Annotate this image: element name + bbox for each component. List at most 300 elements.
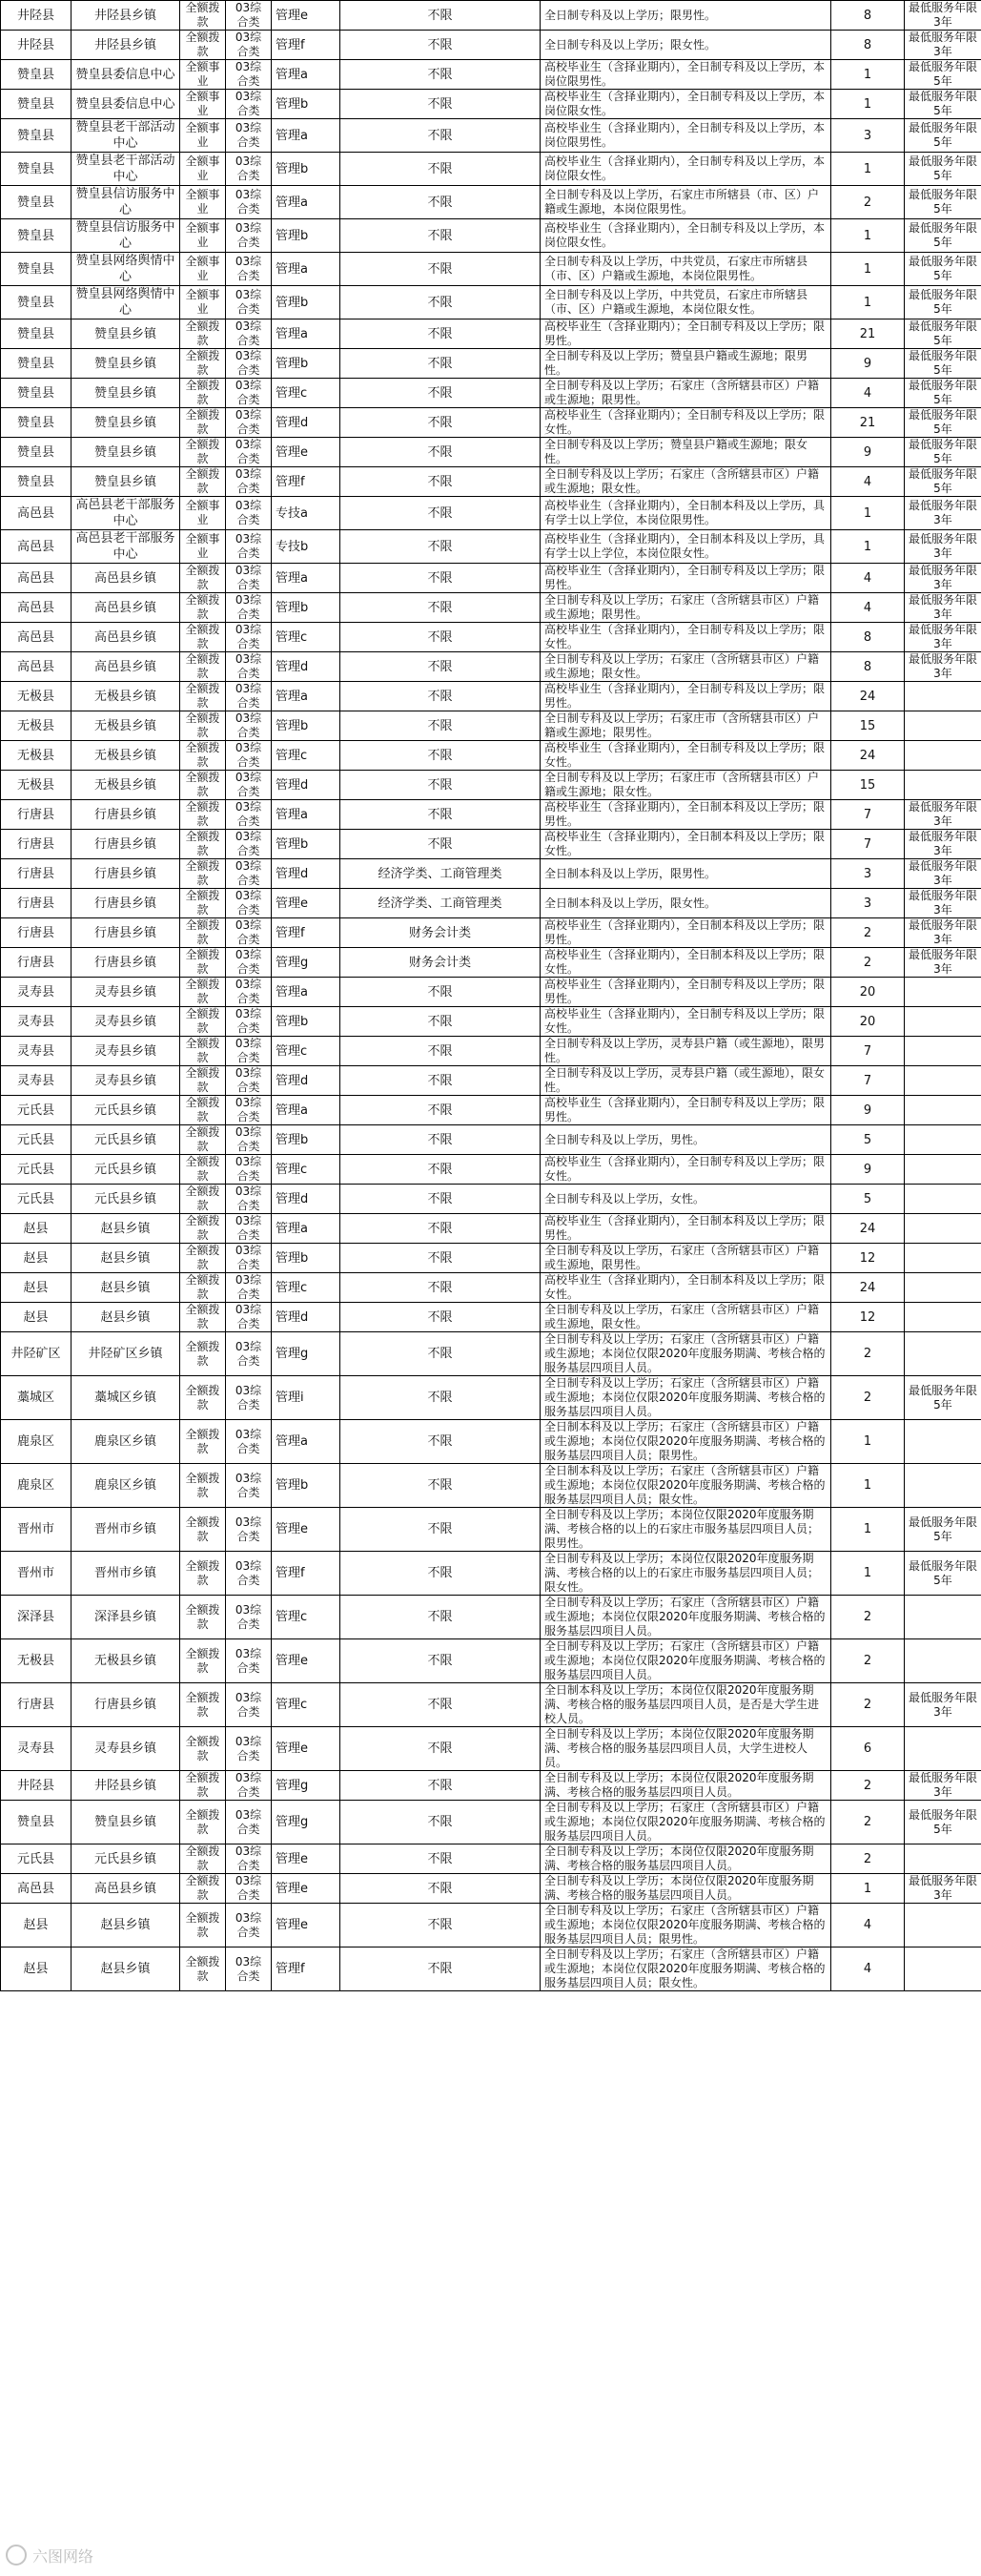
unit-cell: 元氏县乡镇 <box>72 1185 180 1214</box>
conditions-cell: 高校毕业生（含择业期内）；全日制专科及以上学历；限男性。 <box>541 319 831 349</box>
conditions-cell: 全日制本科及以上学历；本岗位仅限2020年度服务期满、考核合格的服务基层四项目人员，是否是大学生进校人员。 <box>541 1683 831 1727</box>
headcount-cell: 7 <box>831 1066 905 1096</box>
conditions-cell: 全日制本科及以上学历；石家庄（含所辖县市区）户籍或生源地；本岗位仅限2020年度服务期满、考核合格的服务基层四项目人员；限女性。 <box>541 1464 831 1508</box>
note-cell: 最低服务年限5年 <box>905 1508 981 1552</box>
conditions-cell: 全日制专科及以上学历；石家庄市（含所辖县市区）户籍或生源地；限男性。 <box>541 711 831 741</box>
conditions-cell: 全日制专科及以上学历；石家庄（含所辖县市区）户籍或生源地；本岗位仅限2020年度服务期满、考核合格的服务基层四项目人员。 <box>541 1801 831 1844</box>
note-cell: 最低服务年限3年 <box>905 497 981 530</box>
note-cell <box>905 1332 981 1376</box>
table-row <box>1 1303 981 1332</box>
headcount-cell: 12 <box>831 1303 905 1332</box>
note-cell <box>905 1464 981 1508</box>
unit-cell: 赵县乡镇 <box>72 1904 180 1947</box>
note-cell: 最低服务年限3年 <box>905 1874 981 1904</box>
note-cell: 最低服务年限5年 <box>905 90 981 119</box>
conditions-cell: 高校毕业生（含择业期内），全日制本科及以上学历；限女性。 <box>541 948 831 978</box>
table-row <box>1 1552 981 1596</box>
county-cell: 赞皇县 <box>1 186 72 219</box>
major-cell: 不限 <box>340 1214 541 1244</box>
major-cell: 不限 <box>340 60 541 90</box>
county-cell: 鹿泉区 <box>1 1420 72 1464</box>
county-cell: 元氏县 <box>1 1155 72 1185</box>
note-cell: 最低服务年限5年 <box>905 119 981 153</box>
category-cell: 03综合类 <box>226 219 272 253</box>
funding-type-cell: 全额拨款 <box>180 467 226 497</box>
county-cell: 行唐县 <box>1 918 72 948</box>
position-cell: 专技a <box>272 497 340 530</box>
funding-type-cell: 全额拨款 <box>180 918 226 948</box>
major-cell: 不限 <box>340 1420 541 1464</box>
unit-cell: 元氏县乡镇 <box>72 1155 180 1185</box>
unit-cell: 赞皇县老干部活动中心 <box>72 153 180 186</box>
funding-type-cell: 全额拨款 <box>180 1066 226 1096</box>
position-cell: 管理d <box>272 1185 340 1214</box>
major-cell: 不限 <box>340 253 541 286</box>
conditions-cell: 全日制专科及以上学历；石家庄（含所辖县市区）户籍或生源地；限男性。 <box>541 379 831 408</box>
conditions-cell: 全日制专科及以上学历；限女性。 <box>541 31 831 60</box>
note-cell: 最低服务年限5年 <box>905 319 981 349</box>
unit-cell: 灵寿县乡镇 <box>72 1037 180 1066</box>
unit-cell: 无极县乡镇 <box>72 682 180 711</box>
unit-cell: 行唐县乡镇 <box>72 889 180 918</box>
county-cell: 赞皇县 <box>1 119 72 153</box>
major-cell: 不限 <box>340 1185 541 1214</box>
note-cell: 最低服务年限5年 <box>905 467 981 497</box>
note-cell: 最低服务年限5年 <box>905 186 981 219</box>
category-cell: 03综合类 <box>226 253 272 286</box>
unit-cell: 井陉县乡镇 <box>72 1771 180 1801</box>
note-cell <box>905 771 981 800</box>
category-cell: 03综合类 <box>226 1096 272 1125</box>
unit-cell: 赞皇县老干部活动中心 <box>72 119 180 153</box>
funding-type-cell: 全额事业 <box>180 286 226 319</box>
position-cell: 管理a <box>272 119 340 153</box>
unit-cell: 高邑县乡镇 <box>72 623 180 652</box>
table-row <box>1 1155 981 1185</box>
county-cell: 赞皇县 <box>1 153 72 186</box>
category-cell: 03综合类 <box>226 408 272 438</box>
funding-type-cell: 全额拨款 <box>180 593 226 623</box>
major-cell: 不限 <box>340 1801 541 1844</box>
county-cell: 鹿泉区 <box>1 1464 72 1508</box>
major-cell: 不限 <box>340 1844 541 1874</box>
headcount-cell: 1 <box>831 1874 905 1904</box>
position-cell: 管理d <box>272 1066 340 1096</box>
table-row <box>1 467 981 497</box>
category-cell: 03综合类 <box>226 889 272 918</box>
funding-type-cell: 全额拨款 <box>180 1007 226 1037</box>
major-cell: 不限 <box>340 286 541 319</box>
unit-cell: 井陉矿区乡镇 <box>72 1332 180 1376</box>
county-cell: 行唐县 <box>1 889 72 918</box>
county-cell: 高邑县 <box>1 497 72 530</box>
table-row <box>1 1332 981 1376</box>
county-cell: 赞皇县 <box>1 319 72 349</box>
unit-cell: 元氏县乡镇 <box>72 1844 180 1874</box>
category-cell: 03综合类 <box>226 1771 272 1801</box>
table-row <box>1 379 981 408</box>
major-cell: 不限 <box>340 1 541 31</box>
funding-type-cell: 全额拨款 <box>180 1125 226 1155</box>
conditions-cell: 全日制专科及以上学历；本岗位仅限2020年度服务期满、考核合格的服务基层四项目人员。 <box>541 1874 831 1904</box>
category-cell: 03综合类 <box>226 593 272 623</box>
county-cell: 元氏县 <box>1 1185 72 1214</box>
headcount-cell: 24 <box>831 741 905 771</box>
headcount-cell: 9 <box>831 1096 905 1125</box>
category-cell: 03综合类 <box>226 1801 272 1844</box>
headcount-cell: 3 <box>831 119 905 153</box>
headcount-cell: 9 <box>831 349 905 379</box>
major-cell: 经济学类、工商管理类 <box>340 889 541 918</box>
note-cell: 最低服务年限5年 <box>905 408 981 438</box>
position-cell: 管理g <box>272 948 340 978</box>
table-row <box>1 219 981 253</box>
table-row <box>1 741 981 771</box>
headcount-cell: 1 <box>831 90 905 119</box>
headcount-cell: 20 <box>831 1007 905 1037</box>
major-cell: 不限 <box>340 652 541 682</box>
table-row <box>1 652 981 682</box>
category-cell: 03综合类 <box>226 1007 272 1037</box>
position-cell: 管理a <box>272 253 340 286</box>
category-cell: 03综合类 <box>226 800 272 830</box>
headcount-cell: 7 <box>831 830 905 859</box>
conditions-cell: 高校毕业生（含择业期内），全日制专科及以上学历；限女性。 <box>541 623 831 652</box>
category-cell: 03综合类 <box>226 1947 272 1991</box>
major-cell: 不限 <box>340 1596 541 1639</box>
funding-type-cell: 全额拨款 <box>180 771 226 800</box>
unit-cell: 赵县乡镇 <box>72 1273 180 1303</box>
note-cell <box>905 1596 981 1639</box>
headcount-cell: 1 <box>831 219 905 253</box>
note-cell: 最低服务年限5年 <box>905 438 981 467</box>
major-cell: 不限 <box>340 1155 541 1185</box>
major-cell: 不限 <box>340 1037 541 1066</box>
major-cell: 不限 <box>340 497 541 530</box>
headcount-cell: 21 <box>831 408 905 438</box>
note-cell: 最低服务年限3年 <box>905 652 981 682</box>
funding-type-cell: 全额拨款 <box>180 948 226 978</box>
county-cell: 元氏县 <box>1 1096 72 1125</box>
major-cell: 不限 <box>340 1007 541 1037</box>
conditions-cell: 全日制专科及以上学历，男性。 <box>541 1125 831 1155</box>
county-cell: 井陉县 <box>1 1771 72 1801</box>
unit-cell: 深泽县乡镇 <box>72 1596 180 1639</box>
note-cell <box>905 1420 981 1464</box>
funding-type-cell: 全额拨款 <box>180 1037 226 1066</box>
table-row <box>1 253 981 286</box>
unit-cell: 赞皇县委信息中心 <box>72 90 180 119</box>
funding-type-cell: 全额拨款 <box>180 1155 226 1185</box>
table-row <box>1 1185 981 1214</box>
category-cell: 03综合类 <box>226 1552 272 1596</box>
category-cell: 03综合类 <box>226 1844 272 1874</box>
position-cell: 管理d <box>272 1303 340 1332</box>
headcount-cell: 4 <box>831 593 905 623</box>
note-cell: 最低服务年限5年 <box>905 379 981 408</box>
major-cell: 不限 <box>340 1096 541 1125</box>
funding-type-cell: 全额拨款 <box>180 1185 226 1214</box>
table-row <box>1 438 981 467</box>
table-row <box>1 1376 981 1420</box>
county-cell: 无极县 <box>1 711 72 741</box>
headcount-cell: 2 <box>831 1639 905 1683</box>
position-cell: 管理b <box>272 1244 340 1273</box>
note-cell: 最低服务年限5年 <box>905 153 981 186</box>
funding-type-cell: 全额拨款 <box>180 800 226 830</box>
table-row <box>1 1947 981 1991</box>
table-row <box>1 60 981 90</box>
note-cell: 最低服务年限3年 <box>905 31 981 60</box>
conditions-cell: 全日制专科及以上学历；石家庄（含所辖县市区）户籍或生源地；本岗位仅限2020年度服务期满、考核合格的服务基层四项目人员；限男性。 <box>541 1904 831 1947</box>
category-cell: 03综合类 <box>226 1155 272 1185</box>
category-cell: 03综合类 <box>226 948 272 978</box>
county-cell: 无极县 <box>1 1639 72 1683</box>
unit-cell: 赞皇县乡镇 <box>72 438 180 467</box>
county-cell: 赞皇县 <box>1 408 72 438</box>
table-row <box>1 1639 981 1683</box>
table-row <box>1 349 981 379</box>
table-row <box>1 1007 981 1037</box>
table-row <box>1 186 981 219</box>
position-cell: 管理d <box>272 771 340 800</box>
headcount-cell: 1 <box>831 1464 905 1508</box>
funding-type-cell: 全额拨款 <box>180 1508 226 1552</box>
conditions-cell: 全日制专科及以上学历；赞皇县户籍或生源地；限男性。 <box>541 349 831 379</box>
major-cell: 不限 <box>340 830 541 859</box>
conditions-cell: 高校毕业生（含择业期内），全日制专科及以上学历，本岗位限男性。 <box>541 119 831 153</box>
note-cell <box>905 1303 981 1332</box>
table-row <box>1 1037 981 1066</box>
funding-type-cell: 全额拨款 <box>180 1639 226 1683</box>
headcount-cell: 2 <box>831 918 905 948</box>
funding-type-cell: 全额拨款 <box>180 1096 226 1125</box>
headcount-cell: 4 <box>831 1947 905 1991</box>
county-cell: 井陉县 <box>1 31 72 60</box>
funding-type-cell: 全额拨款 <box>180 1844 226 1874</box>
unit-cell: 赵县乡镇 <box>72 1303 180 1332</box>
county-cell: 高邑县 <box>1 623 72 652</box>
major-cell: 不限 <box>340 978 541 1007</box>
county-cell: 灵寿县 <box>1 1066 72 1096</box>
funding-type-cell: 全额拨款 <box>180 1904 226 1947</box>
unit-cell: 赵县乡镇 <box>72 1947 180 1991</box>
headcount-cell: 2 <box>831 1771 905 1801</box>
major-cell: 不限 <box>340 31 541 60</box>
position-cell: 管理e <box>272 438 340 467</box>
headcount-cell: 2 <box>831 1332 905 1376</box>
unit-cell: 高邑县乡镇 <box>72 1874 180 1904</box>
table-row <box>1 1844 981 1874</box>
county-cell: 高邑县 <box>1 564 72 593</box>
position-cell: 管理b <box>272 1007 340 1037</box>
funding-type-cell: 全额拨款 <box>180 1214 226 1244</box>
note-cell <box>905 1096 981 1125</box>
headcount-cell: 21 <box>831 319 905 349</box>
position-cell: 管理b <box>272 1125 340 1155</box>
conditions-cell: 全日制本科及以上学历；石家庄（含所辖县市区）户籍或生源地；本岗位仅限2020年度服务期满、考核合格的服务基层四项目人员；限男性。 <box>541 1420 831 1464</box>
county-cell: 晋州市 <box>1 1552 72 1596</box>
funding-type-cell: 全额拨款 <box>180 1874 226 1904</box>
position-cell: 管理g <box>272 1801 340 1844</box>
note-cell <box>905 1185 981 1214</box>
headcount-cell: 2 <box>831 948 905 978</box>
category-cell: 03综合类 <box>226 1683 272 1727</box>
category-cell: 03综合类 <box>226 530 272 564</box>
funding-type-cell: 全额拨款 <box>180 859 226 889</box>
major-cell: 不限 <box>340 119 541 153</box>
county-cell: 无极县 <box>1 771 72 800</box>
funding-type-cell: 全额拨款 <box>180 830 226 859</box>
unit-cell: 赵县乡镇 <box>72 1214 180 1244</box>
watermark-logo-icon <box>6 2545 27 2566</box>
position-cell: 管理c <box>272 623 340 652</box>
category-cell: 03综合类 <box>226 918 272 948</box>
major-cell: 不限 <box>340 153 541 186</box>
position-cell: 管理c <box>272 379 340 408</box>
conditions-cell: 全日制专科及以上学历；石家庄（含所辖县市区）户籍或生源地；本岗位仅限2020年度服务期满、考核合格的服务基层四项目人员；限女性。 <box>541 1947 831 1991</box>
position-cell: 管理a <box>272 1214 340 1244</box>
category-cell: 03综合类 <box>226 771 272 800</box>
position-cell: 管理d <box>272 652 340 682</box>
category-cell: 03综合类 <box>226 186 272 219</box>
headcount-cell: 8 <box>831 1 905 31</box>
funding-type-cell: 全额事业 <box>180 219 226 253</box>
county-cell: 高邑县 <box>1 593 72 623</box>
conditions-cell: 全日制专科及以上学历，石家庄市所辖县（市、区）户籍或生源地，本岗位限男性。 <box>541 186 831 219</box>
funding-type-cell: 全额拨款 <box>180 682 226 711</box>
category-cell: 03综合类 <box>226 741 272 771</box>
position-cell: 管理g <box>272 1332 340 1376</box>
position-cell: 管理g <box>272 1771 340 1801</box>
county-cell: 灵寿县 <box>1 1007 72 1037</box>
table-row <box>1 1125 981 1155</box>
headcount-cell: 15 <box>831 711 905 741</box>
major-cell: 不限 <box>340 408 541 438</box>
unit-cell: 元氏县乡镇 <box>72 1096 180 1125</box>
major-cell: 经济学类、工商管理类 <box>340 859 541 889</box>
county-cell: 赵县 <box>1 1904 72 1947</box>
category-cell: 03综合类 <box>226 1125 272 1155</box>
county-cell: 赞皇县 <box>1 467 72 497</box>
headcount-cell: 2 <box>831 1596 905 1639</box>
county-cell: 赞皇县 <box>1 60 72 90</box>
conditions-cell: 全日制专科及以上学历；限男性。 <box>541 1 831 31</box>
funding-type-cell: 全额拨款 <box>180 1801 226 1844</box>
category-cell: 03综合类 <box>226 1874 272 1904</box>
position-cell: 管理f <box>272 1552 340 1596</box>
note-cell: 最低服务年限3年 <box>905 593 981 623</box>
note-cell: 最低服务年限5年 <box>905 60 981 90</box>
county-cell: 无极县 <box>1 682 72 711</box>
conditions-cell: 全日制专科及以上学历，石家庄（含所辖县市区）户籍或生源地，限男性。 <box>541 1244 831 1273</box>
position-cell: 管理e <box>272 1639 340 1683</box>
category-cell: 03综合类 <box>226 1727 272 1771</box>
table-row <box>1 90 981 119</box>
category-cell: 03综合类 <box>226 1332 272 1376</box>
headcount-cell: 2 <box>831 1376 905 1420</box>
headcount-cell: 1 <box>831 1508 905 1552</box>
major-cell: 不限 <box>340 1464 541 1508</box>
county-cell: 深泽县 <box>1 1596 72 1639</box>
note-cell: 最低服务年限3年 <box>905 1683 981 1727</box>
note-cell: 最低服务年限3年 <box>905 530 981 564</box>
major-cell: 不限 <box>340 319 541 349</box>
conditions-cell: 高校毕业生（含择业期内），全日制专科及以上学历；限男性。 <box>541 564 831 593</box>
funding-type-cell: 全额拨款 <box>180 1552 226 1596</box>
headcount-cell: 15 <box>831 771 905 800</box>
conditions-cell: 高校毕业生（含择业期内），全日制本科及以上学历，具有学士以上学位，本岗位限男性。 <box>541 497 831 530</box>
county-cell: 行唐县 <box>1 1683 72 1727</box>
major-cell: 不限 <box>340 349 541 379</box>
table-row <box>1 830 981 859</box>
table-row <box>1 1464 981 1508</box>
funding-type-cell: 全额拨款 <box>180 1303 226 1332</box>
funding-type-cell: 全额拨款 <box>180 379 226 408</box>
note-cell: 最低服务年限5年 <box>905 1552 981 1596</box>
position-cell: 管理b <box>272 349 340 379</box>
conditions-cell: 高校毕业生（含择业期内），全日制专科及以上学历；限男性。 <box>541 1096 831 1125</box>
headcount-cell: 2 <box>831 1801 905 1844</box>
note-cell <box>905 1066 981 1096</box>
table-row <box>1 978 981 1007</box>
unit-cell: 高邑县乡镇 <box>72 593 180 623</box>
major-cell: 不限 <box>340 623 541 652</box>
note-cell <box>905 711 981 741</box>
unit-cell: 赞皇县乡镇 <box>72 379 180 408</box>
unit-cell: 晋州市乡镇 <box>72 1508 180 1552</box>
county-cell: 赵县 <box>1 1303 72 1332</box>
funding-type-cell: 全额事业 <box>180 497 226 530</box>
major-cell: 不限 <box>340 186 541 219</box>
funding-type-cell: 全额拨款 <box>180 1376 226 1420</box>
unit-cell: 无极县乡镇 <box>72 1639 180 1683</box>
conditions-cell: 全日制专科及以上学历；本岗位仅限2020年度服务期满、考核合格的以上的石家庄市服务基层四项目人员；限男性。 <box>541 1508 831 1552</box>
unit-cell: 赞皇县信访服务中心 <box>72 219 180 253</box>
category-cell: 03综合类 <box>226 438 272 467</box>
major-cell: 不限 <box>340 1376 541 1420</box>
major-cell: 不限 <box>340 711 541 741</box>
funding-type-cell: 全额拨款 <box>180 1947 226 1991</box>
category-cell: 03综合类 <box>226 1273 272 1303</box>
table-row <box>1 1096 981 1125</box>
county-cell: 高邑县 <box>1 1874 72 1904</box>
table-row <box>1 593 981 623</box>
table-row <box>1 1066 981 1096</box>
headcount-cell: 1 <box>831 253 905 286</box>
note-cell <box>905 1037 981 1066</box>
major-cell: 不限 <box>340 1727 541 1771</box>
county-cell: 赵县 <box>1 1273 72 1303</box>
note-cell: 最低服务年限3年 <box>905 564 981 593</box>
position-cell: 管理d <box>272 859 340 889</box>
watermark <box>6 2545 93 2566</box>
conditions-cell: 高校毕业生（含择业期内），全日制专科及以上学历，本岗位限女性。 <box>541 153 831 186</box>
major-cell: 不限 <box>340 1332 541 1376</box>
table-row <box>1 286 981 319</box>
unit-cell: 赞皇县乡镇 <box>72 1801 180 1844</box>
position-cell: 管理f <box>272 918 340 948</box>
headcount-cell: 4 <box>831 1904 905 1947</box>
table-row <box>1 1771 981 1801</box>
category-cell: 03综合类 <box>226 119 272 153</box>
headcount-cell: 4 <box>831 564 905 593</box>
conditions-cell: 高校毕业生（含择业期内），全日制专科及以上学历；限女性。 <box>541 1007 831 1037</box>
headcount-cell: 3 <box>831 889 905 918</box>
note-cell: 最低服务年限3年 <box>905 859 981 889</box>
category-cell: 03综合类 <box>226 90 272 119</box>
unit-cell: 井陉县乡镇 <box>72 31 180 60</box>
